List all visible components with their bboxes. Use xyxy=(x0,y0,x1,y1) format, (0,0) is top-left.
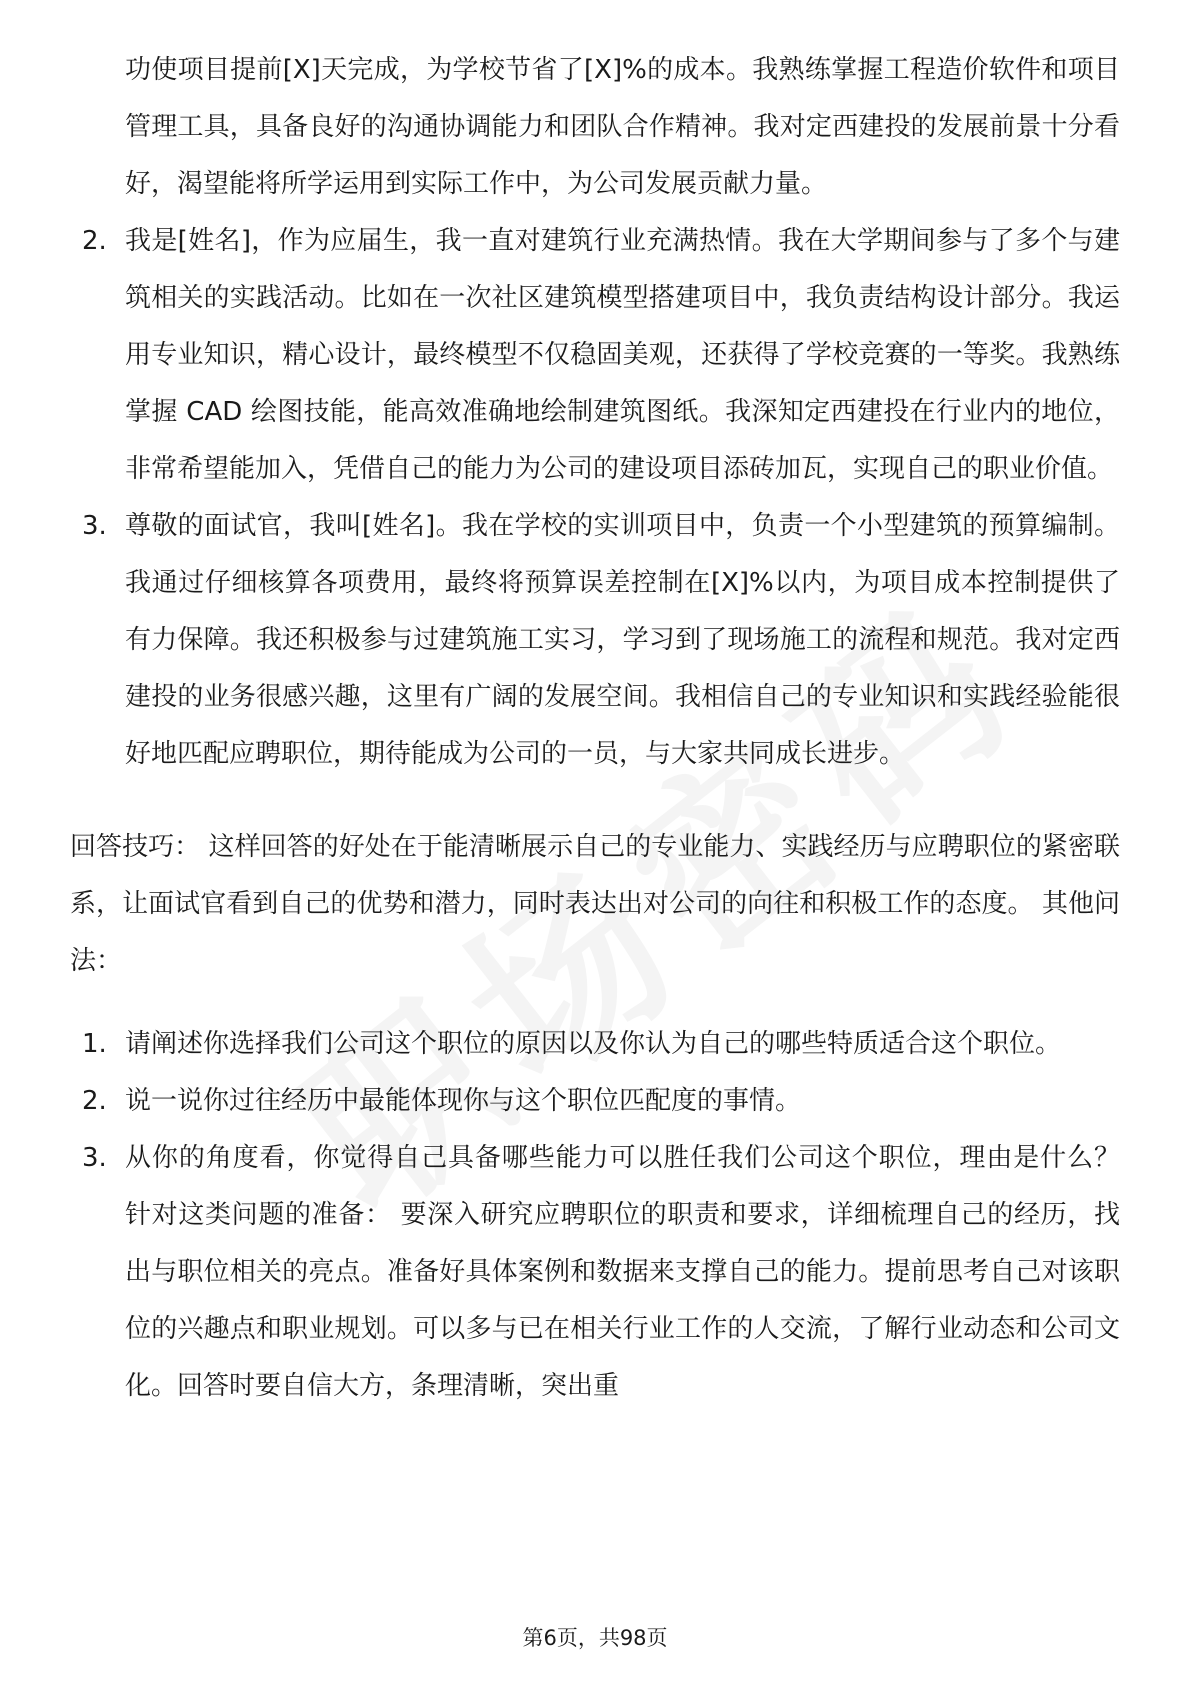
answer-list xyxy=(70,213,1120,783)
question-text: 说一说你过往经历中最能体现你与这个职位匹配度的事情。 xyxy=(125,1086,802,1116)
answer-text: 我是[姓名]，作为应届生，我一直对建筑行业充满热情。我在大学期间参与了多个与建筑相关的实践活动。比如在一次社区建筑模型搭建项目中，我负责结构设计部分。我运用专业知识，精心设计，最终模型不仅稳固美观，还获得了学校竞赛的一等奖。我熟练掌握 CAD 绘图技能，能高效准确地绘制建筑图纸。我深知定西建投在行业内的地位，非常希望能加入，凭借自己的能力为公司的建设项目添砖加瓦，实现自己的职业价值。 xyxy=(125,226,1120,484)
other-question-1 xyxy=(70,1016,1120,1073)
question-text: 从你的角度看，你觉得自己具备哪些能力可以胜任我们公司这个职位，理由是什么？ 针对这类问题的准备： 要深入研究应聘职位的职责和要求，详细梳理自己的经历，找出与职位相关的亮点。准备好具体案例和数据来支撑自己的能力。提前思考自己对该职位的兴趣点和职业规划。可以多与已在相关行业工作的人交流，了解行业动态和公司文化。回答时要自信大方，条理清晰，突出重 xyxy=(125,1143,1120,1401)
answer-item-3 xyxy=(70,498,1120,783)
other-question-3 xyxy=(70,1130,1120,1415)
list-number: 2. xyxy=(82,226,107,256)
list-number: 2. xyxy=(82,1086,107,1116)
other-question-2 xyxy=(70,1073,1120,1130)
question-text: 请阐述你选择我们公司这个职位的原因以及你认为自己的哪些特质适合这个职位。 xyxy=(125,1029,1062,1059)
list-number: 3. xyxy=(82,1143,107,1173)
other-questions-list xyxy=(70,1016,1120,1415)
list-number: 3. xyxy=(82,511,107,541)
page-footer: 第6页，共98页 xyxy=(522,1626,668,1650)
answer-item-2 xyxy=(70,213,1120,498)
continued-answer-text: 功使项目提前[X]天完成，为学校节省了[X]%的成本。我熟练掌握工程造价软件和项目管理工具，具备良好的沟通协调能力和团队合作精神。我对定西建投的发展前景十分看好，渴望能将所学运用到实际工作中，为公司发展贡献力量。 xyxy=(125,55,1120,199)
list-number: 1. xyxy=(82,1029,107,1059)
answer-text: 尊敬的面试官，我叫[姓名]。我在学校的实训项目中，负责一个小型建筑的预算编制。我通过仔细核算各项费用，最终将预算误差控制在[X]%以内，为项目成本控制提供了有力保障。我还积极参与过建筑施工实习，学习到了现场施工的流程和规范。我对定西建投的业务很感兴趣，这里有广阔的发展空间。我相信自己的专业知识和实践经验能很好地匹配应聘职位，期待能成为公司的一员，与大家共同成长进步。 xyxy=(125,511,1120,769)
answer-tips-paragraph: 回答技巧： 这样回答的好处在于能清晰展示自己的专业能力、实践经历与应聘职位的紧密联系，让面试官看到自己的优势和潜力，同时表达出对公司的向往和积极工作的态度。 其他问法： xyxy=(70,832,1120,976)
page-content xyxy=(70,42,1120,1415)
